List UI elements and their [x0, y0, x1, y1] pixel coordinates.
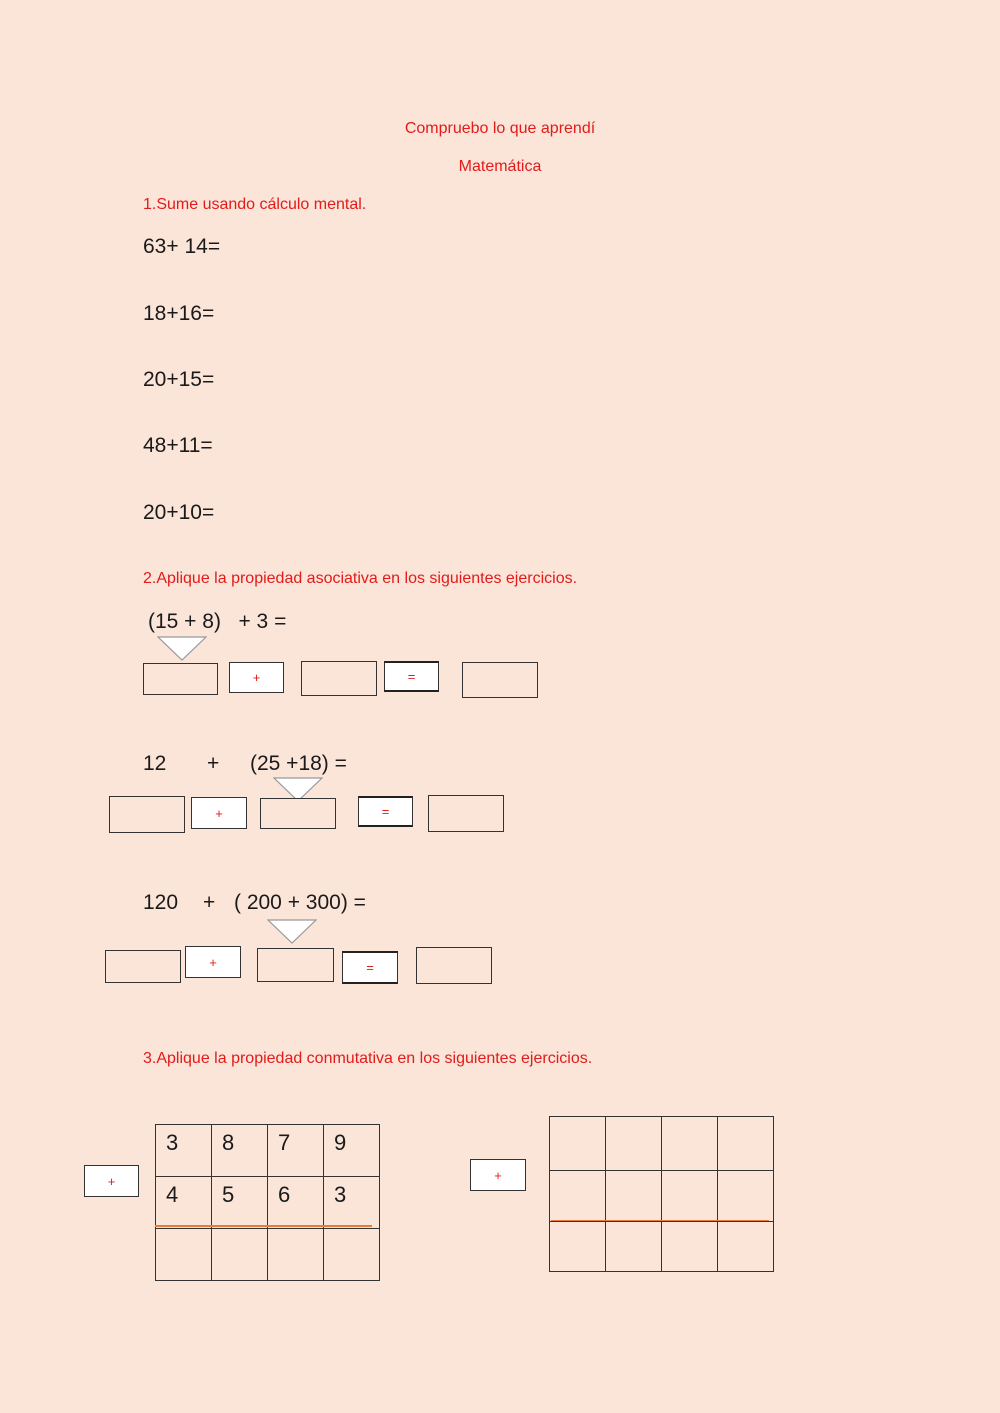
grid-cell: 6: [268, 1177, 324, 1229]
input-cell[interactable]: [718, 1117, 774, 1171]
input-cell[interactable]: [662, 1117, 718, 1171]
input-cell[interactable]: [662, 1171, 718, 1222]
section2-instruction: 2.Aplique la propiedad asociativa en los siguientes ejercicios.: [143, 570, 578, 587]
answer-box[interactable]: [109, 796, 185, 833]
grid-cell: 3: [156, 1125, 212, 1177]
grid-cell: 3: [324, 1177, 380, 1229]
answer-cell[interactable]: [662, 1222, 718, 1272]
addition-grid-1: [155, 1124, 380, 1281]
plus-box: +: [229, 662, 284, 693]
assoc-plus: +: [203, 891, 216, 914]
answer-cell[interactable]: [606, 1222, 662, 1272]
grid-row: [550, 1171, 774, 1222]
grid-row: [156, 1125, 380, 1177]
answer-box[interactable]: [301, 661, 377, 696]
worksheet-subject: Matemática: [458, 158, 542, 175]
answer-box[interactable]: [143, 663, 218, 695]
section1-instruction: 1.Sume usando cálculo mental.: [143, 196, 367, 213]
answer-cell[interactable]: [550, 1222, 606, 1272]
input-cell[interactable]: [550, 1171, 606, 1222]
grid-cell: 5: [212, 1177, 268, 1229]
section3-instruction: 3.Aplique la propiedad conmutativa en los siguientes ejercicios.: [143, 1050, 593, 1067]
answer-cell[interactable]: [718, 1222, 774, 1272]
equals-box: =: [342, 951, 398, 984]
assoc-term-a: 120: [143, 891, 179, 914]
assoc-group: ( 200 + 300) =: [234, 891, 366, 914]
grid-row: [156, 1177, 380, 1229]
exercise-3: 20+15=: [143, 368, 215, 391]
answer-cell[interactable]: [212, 1229, 268, 1281]
answer-cell[interactable]: [268, 1229, 324, 1281]
assoc-group: (25 +18) =: [250, 752, 347, 775]
input-cell[interactable]: [718, 1171, 774, 1222]
exercise-5: 20+10=: [143, 501, 215, 524]
assoc-term-a: 12: [143, 752, 167, 775]
arrow-down-icon: [157, 636, 207, 662]
addition-grid-2: [549, 1116, 774, 1272]
answer-box[interactable]: [105, 950, 181, 983]
grid-cell: 4: [156, 1177, 212, 1229]
answer-cell[interactable]: [156, 1229, 212, 1281]
answer-cell[interactable]: [324, 1229, 380, 1281]
plus-box: +: [191, 797, 247, 829]
answer-box[interactable]: [260, 798, 336, 829]
equals-box: =: [384, 661, 439, 692]
arrow-down-icon: [267, 919, 317, 945]
input-cell[interactable]: [550, 1117, 606, 1171]
sum-line: [551, 1220, 769, 1221]
sum-line: [155, 1225, 372, 1227]
exercise-4: 48+11=: [143, 434, 213, 457]
answer-box[interactable]: [257, 948, 334, 982]
exercise-1: 63+ 14=: [143, 235, 221, 258]
result-box[interactable]: [416, 947, 492, 984]
assoc-expression-1: (15 + 8) + 3 =: [148, 610, 287, 633]
result-box[interactable]: [428, 795, 504, 832]
grid-cell: 7: [268, 1125, 324, 1177]
grid-cell: 9: [324, 1125, 380, 1177]
input-cell[interactable]: [606, 1117, 662, 1171]
plus-box: +: [470, 1159, 526, 1191]
grid-row: [550, 1222, 774, 1272]
input-cell[interactable]: [606, 1171, 662, 1222]
plus-box: +: [84, 1165, 139, 1197]
plus-box: +: [185, 946, 241, 978]
grid-cell: 8: [212, 1125, 268, 1177]
worksheet-title: Compruebo lo que aprendí: [404, 120, 596, 137]
grid-row: [156, 1229, 380, 1281]
result-box[interactable]: [462, 662, 538, 698]
exercise-2: 18+16=: [143, 302, 215, 325]
equals-box: =: [358, 796, 413, 827]
assoc-plus: +: [207, 752, 220, 775]
grid-row: [550, 1117, 774, 1171]
